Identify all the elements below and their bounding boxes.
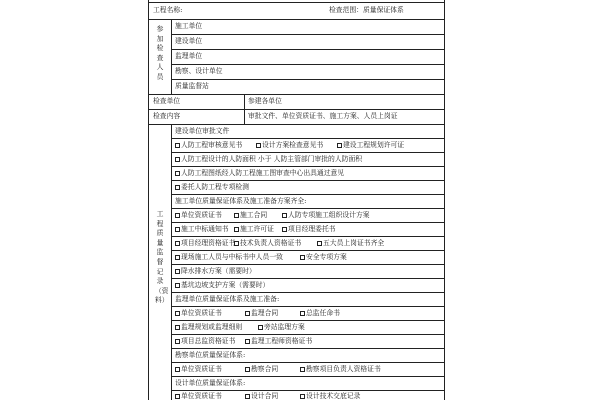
checkbox-item[interactable]: 项目总监资格证书 [175, 338, 235, 345]
checkbox-item[interactable]: 项目经理资格证书 [175, 240, 235, 247]
checkbox-item[interactable]: 旁站监理方案 [258, 324, 305, 331]
supervision-section-title: 监理单位质量保证体系及施工准备: [175, 295, 280, 303]
participant-row-supervision-unit: 监理单位 [175, 52, 203, 60]
inspection-unit-value: 参建各单位 [248, 97, 282, 105]
checkbox-item[interactable]: 设计方案检查意见书 [256, 142, 323, 149]
checkbox-item[interactable]: 监理合同 [245, 310, 278, 317]
inspection-content-value: 审批文件、单位资质证书、施工方案、人员上岗证 [248, 112, 398, 120]
checkbox-box[interactable] [175, 325, 180, 330]
participant-row-survey-design-unit: 勘察、设计单位 [175, 67, 223, 75]
checkbox-item[interactable]: 监理规划或监理细则 [175, 324, 242, 331]
checkbox-item[interactable]: 勘察项目负责人资格证书 [300, 366, 381, 373]
checkbox-box[interactable] [256, 143, 261, 148]
checkbox-box[interactable] [317, 241, 322, 246]
checkbox-box[interactable] [175, 241, 180, 246]
checkbox-box[interactable] [234, 241, 239, 246]
checkbox-box[interactable] [175, 311, 180, 316]
participant-row-construction-unit: 施工单位 [175, 22, 203, 30]
checkbox-item[interactable]: 施工合同 [234, 212, 267, 219]
checkbox-item[interactable]: 项目经理委托书 [282, 226, 336, 233]
checkbox-item[interactable]: 人防工程审核意见书 [175, 142, 242, 149]
checkbox-box[interactable] [175, 227, 180, 232]
checkbox-box[interactable] [300, 394, 305, 399]
checkbox-item[interactable]: 现场施工人员与中标书中人员一致 [175, 254, 283, 261]
checkbox-item[interactable]: 五大员上岗证书齐全 [317, 240, 384, 247]
checkbox-box[interactable] [234, 213, 239, 218]
checkbox-box[interactable] [245, 339, 250, 344]
inspection-record-sheet [148, 0, 445, 400]
checkbox-item[interactable]: 单位资质证书 [175, 393, 222, 400]
checkbox-box[interactable] [234, 227, 239, 232]
checkbox-box[interactable] [175, 367, 180, 372]
survey-section-title: 勘察单位质量保证体系: [175, 351, 246, 359]
checkbox-item[interactable]: 安全专项方案 [300, 254, 347, 261]
checkbox-box[interactable] [300, 311, 305, 316]
checkbox-box[interactable] [175, 394, 180, 399]
checkbox-box[interactable] [245, 367, 250, 372]
checkbox-item[interactable]: 建设工程规划许可证 [337, 142, 404, 149]
checkbox-box[interactable] [175, 255, 180, 260]
owner-approval-title: 建设单位审批文件 [175, 127, 230, 135]
checkbox-box[interactable] [175, 339, 180, 344]
checkbox-item[interactable]: 降水排水方案（需要时） [175, 268, 256, 275]
checkbox-item[interactable]: 设计合同 [245, 393, 278, 400]
checkbox-item[interactable]: 委托人防工程专项检测 [175, 184, 249, 191]
checkbox-item[interactable]: 设计技术交底记录 [300, 393, 360, 400]
inspection-unit-label: 检查单位 [153, 97, 181, 105]
checkbox-box[interactable] [337, 143, 342, 148]
checkbox-item[interactable]: 基坑边坡支护方案（需要时） [175, 282, 269, 289]
checkbox-item[interactable]: 施工许可证 [234, 226, 274, 233]
checkbox-item[interactable]: 单位资质证书 [175, 310, 222, 317]
checkbox-item[interactable]: 总监任命书 [300, 310, 340, 317]
inspection-scope: 检查范围：质量保证体系 [329, 6, 404, 14]
checkbox-box[interactable] [175, 269, 180, 274]
checkbox-box[interactable] [245, 311, 250, 316]
project-name-label: 工程名称: [153, 6, 183, 14]
checkbox-box[interactable] [300, 367, 305, 372]
checkbox-item[interactable]: 勘察合同 [245, 366, 278, 373]
checkbox-item[interactable]: 人防工程设计的人防面积 小于 人防主管部门审批的人防面积 [175, 156, 362, 163]
checkbox-item[interactable]: 监理工程师资格证书 [245, 338, 312, 345]
contractor-section-title: 施工单位质量保证体系及施工准备方案齐全: [175, 197, 307, 205]
checkbox-box[interactable] [175, 143, 180, 148]
checkbox-box[interactable] [175, 213, 180, 218]
checkbox-box[interactable] [245, 394, 250, 399]
checkbox-box[interactable] [300, 255, 305, 260]
checkbox-item[interactable]: 施工中标通知书 [175, 226, 229, 233]
checkbox-item[interactable]: 人防工程图纸经人防工程施工图审查中心出具通过意见 [175, 170, 344, 177]
design-section-title: 设计单位质量保证体系: [175, 379, 246, 387]
checkbox-box[interactable] [175, 185, 180, 190]
checkbox-item[interactable]: 技术负责人资格证书 [234, 240, 301, 247]
checkbox-item[interactable]: 单位资质证书 [175, 212, 222, 219]
participant-row-owner-unit: 建设单位 [175, 37, 203, 45]
checkbox-box[interactable] [258, 325, 263, 330]
participant-row-quality-station: 质量监督站 [175, 82, 209, 90]
inspection-content-label: 检查内容 [153, 112, 181, 120]
checkbox-item[interactable]: 人防专项施工组织设计方案 [282, 212, 370, 219]
checkbox-box[interactable] [175, 157, 180, 162]
checkbox-box[interactable] [175, 283, 180, 288]
checkbox-box[interactable] [175, 171, 180, 176]
checkbox-box[interactable] [282, 227, 287, 232]
checkbox-item[interactable]: 单位资质证书 [175, 366, 222, 373]
participants-side-label: 参加检查人员 [156, 25, 164, 81]
records-side-label: 工程质量监督记录（资料） [155, 210, 169, 305]
checkbox-box[interactable] [282, 213, 287, 218]
